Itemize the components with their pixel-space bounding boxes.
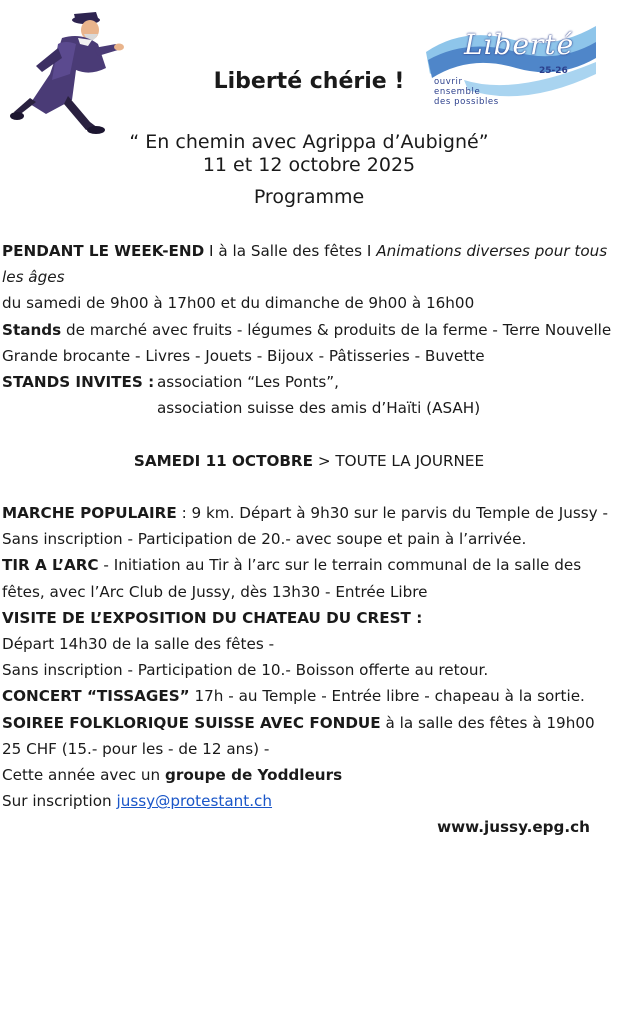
price-line: 25 CHF (15.- pour les - de 12 ans) - [2, 739, 270, 758]
stands-line [2, 317, 616, 343]
annee-line [2, 762, 616, 788]
tir-line [2, 552, 616, 604]
soiree-text: à la salle des fêtes à 19h00 [380, 713, 595, 732]
inscription-text: Sur inscription [2, 792, 117, 811]
invites-line [2, 369, 616, 395]
invites-label: STANDS INVITES : [2, 373, 155, 392]
weekend-line [2, 238, 616, 290]
logo-year: 25-26 [539, 66, 568, 76]
samedi-suffix: > TOUTE LA JOURNEE [313, 451, 485, 470]
samedi-heading: SAMEDI 11 OCTOBRE [133, 451, 313, 470]
tir-label: TIR A L’ARC [2, 556, 99, 575]
weekend-heading: PENDANT LE WEEK-END [2, 242, 205, 260]
concert-text: 17h - au Temple - Entrée libre - chapeau à la sortie. [189, 687, 585, 706]
weekend-place: I à la Salle des fêtes I [204, 242, 377, 260]
annee-text: Cette année avec un [2, 766, 165, 785]
logo-tagline-2: ensemble [434, 87, 481, 97]
soiree-label: SOIREE FOLKLORIQUE SUISSE AVEC FONDUE [2, 713, 381, 732]
logo-tagline-1: ouvrir [434, 77, 463, 87]
visite-line-2: Sans inscription - Participation de 10.- Boisson offerte au retour. [2, 661, 489, 680]
programme-heading: Programme [253, 186, 365, 208]
logo-script-text: Liberté [464, 28, 575, 61]
visite-label: VISITE DE L’EXPOSITION DU CHATEAU DU CREST : [2, 608, 423, 627]
stands-text: de marché avec fruits - légumes & produits de la ferme - Terre Nouvelle [61, 320, 612, 339]
event-dates: 11 et 12 octobre 2025 [202, 154, 416, 176]
inscription-line [2, 788, 616, 814]
visite-line-1: Départ 14h30 de la salle des fêtes - [2, 635, 275, 654]
concert-label: CONCERT “TISSAGES” [2, 687, 190, 706]
tir-text: - Initiation au Tir à l’arc sur le terrain communal de la salle des fêtes, avec l’Arc Club de Jussy, dès 13h30 - Entrée Libre [2, 556, 582, 601]
event-subtitle: “ En chemin avec Agrippa d’Aubigné” [129, 131, 489, 153]
email-link[interactable]: jussy@protestant.ch [116, 792, 273, 811]
samedi-line [2, 448, 616, 474]
concert-line [2, 683, 616, 709]
programme-content [2, 238, 616, 841]
liberte-logo [424, 22, 598, 112]
logo-tagline-3: des possibles [434, 97, 499, 107]
brocante-line: Grande brocante - Livres - Jouets - Bijoux - Pâtisseries - Buvette [2, 346, 485, 365]
weekend-animations: Animations diverses pour tous les âges [2, 242, 608, 287]
marche-text: : 9 km. Départ à 9h30 sur le parvis du Temple de Jussy - Sans inscription - Participation de 20.- avec soupe et pain à l’arrivée. [2, 504, 608, 549]
website-link[interactable]: www.jussy.epg.ch [437, 818, 590, 837]
marche-line [2, 500, 616, 552]
page-title: Liberté chérie ! [213, 69, 405, 94]
stands-label: Stands [2, 320, 62, 339]
invite-2: association suisse des amis d’Haïti (ASAH) [157, 399, 481, 418]
annee-bold: groupe de Yoddleurs [165, 766, 343, 785]
marche-label: MARCHE POPULAIRE [2, 504, 177, 522]
soiree-line [2, 710, 616, 736]
weekend-hours: du samedi de 9h00 à 17h00 et du dimanche de 9h00 à 16h00 [2, 294, 475, 313]
invite-1: association “Les Ponts”, [157, 373, 339, 392]
